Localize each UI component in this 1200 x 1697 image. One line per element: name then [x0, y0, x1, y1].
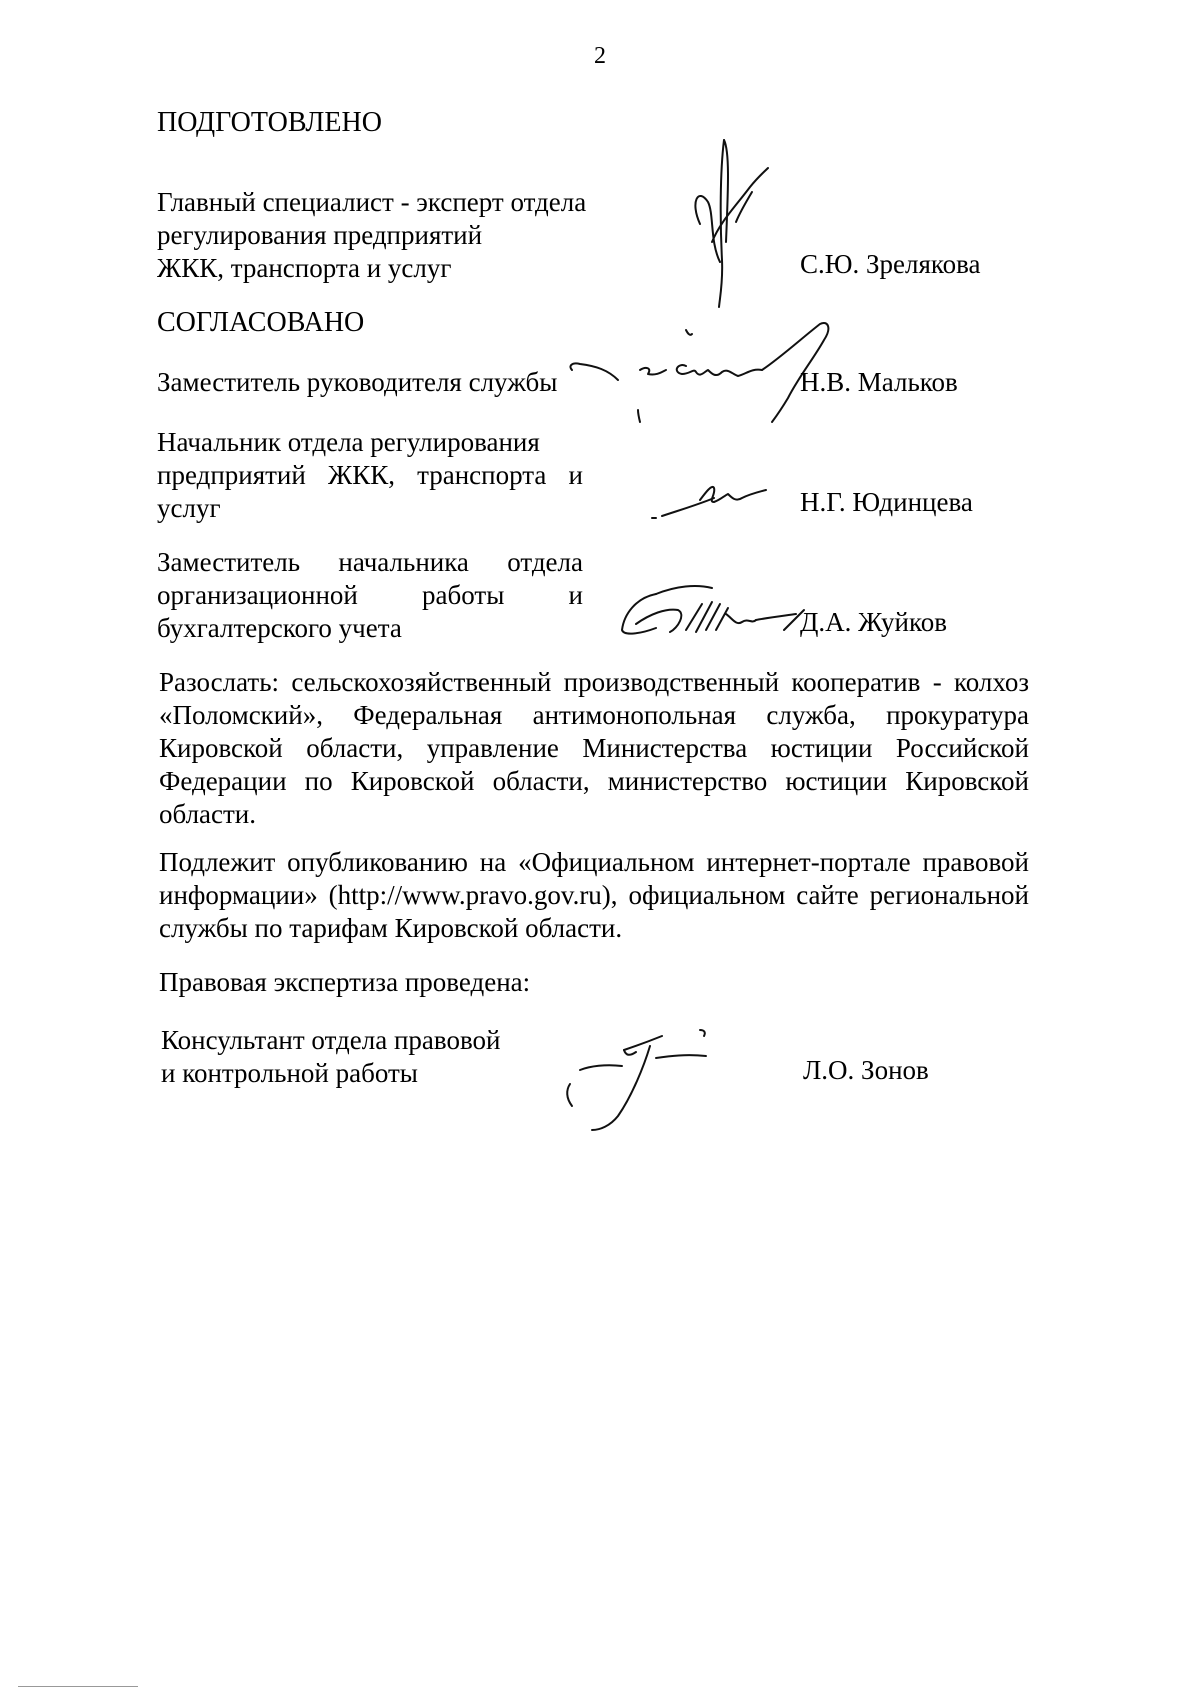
legal-review-position-line: и контрольной работы: [161, 1058, 418, 1088]
agreed-heading: СОГЛАСОВАНО: [157, 307, 365, 338]
agreed-signer-1-position: [157, 366, 597, 399]
agreed-signer-3-position: [157, 546, 583, 645]
publication-line: Подлежит опубликованию на «Официальном интернет-портале правовой: [159, 847, 1029, 877]
signature-zonov: [560, 1026, 730, 1136]
legal-review-heading: Правовая экспертиза проведена:: [159, 967, 531, 997]
prepared-position: [157, 186, 597, 285]
distribution-line: Федерации по Кировской области, министерство юстиции Кировской: [159, 766, 1029, 796]
agreed-signer-3-position-line: Заместитель начальника отдела: [157, 547, 583, 577]
signature-zhuikov: [616, 574, 816, 644]
agreed-signer-3-name: Д.А. Жуйков: [800, 607, 947, 637]
agreed-signer-2-position-line: услуг: [157, 493, 221, 523]
prepared-name: С.Ю. Зрелякова: [800, 249, 981, 279]
publication-line: службы по тарифам Кировской области.: [159, 913, 623, 943]
distribution-line: «Поломский», Федеральная антимонопольная служба, прокуратура: [159, 700, 1029, 730]
agreed-signer-2-position-line: Начальник отдела регулирования: [157, 427, 540, 457]
distribution-line: области.: [159, 799, 257, 829]
publication-paragraph: [159, 846, 1029, 945]
legal-review-name: Л.О. Зонов: [803, 1055, 929, 1085]
distribution-line: Разослать: сельскохозяйственный производственный кооператив - колхоз: [159, 667, 1029, 697]
signature-zrelyakova: [680, 132, 780, 312]
scan-edge-mark: [18, 1686, 138, 1687]
agreed-signer-3-position-line: бухгалтерского учета: [157, 613, 402, 643]
legal-review-position-line: Консультант отдела правовой: [161, 1025, 501, 1055]
publication-line: информации» (http://www.pravo.gov.ru), официальном сайте региональной: [159, 880, 1029, 910]
prepared-position-line: регулирования предприятий: [157, 220, 483, 250]
prepared-heading: ПОДГОТОВЛЕНО: [157, 107, 382, 138]
distribution-line: Кировской области, управление Министерства юстиции Российской: [159, 733, 1029, 763]
agreed-signer-3-position-line: организационной работы и: [157, 580, 583, 610]
prepared-position-line: Главный специалист - эксперт отдела: [157, 187, 587, 217]
signature-yudintseva: [650, 474, 780, 524]
distribution-paragraph: [159, 666, 1029, 831]
agreed-signer-2-position: [157, 426, 583, 525]
prepared-position-line: ЖКК, транспорта и услуг: [157, 253, 452, 283]
page-number: 2: [594, 43, 606, 69]
agreed-signer-2-position-line: предприятий ЖКК, транспорта и: [157, 460, 583, 490]
agreed-signer-1-position-line: Заместитель руководителя службы: [157, 367, 558, 397]
legal-review-position: [161, 1024, 581, 1090]
agreed-signer-1-name: Н.В. Мальков: [800, 367, 958, 397]
agreed-signer-2-name: Н.Г. Юдинцева: [800, 487, 973, 517]
